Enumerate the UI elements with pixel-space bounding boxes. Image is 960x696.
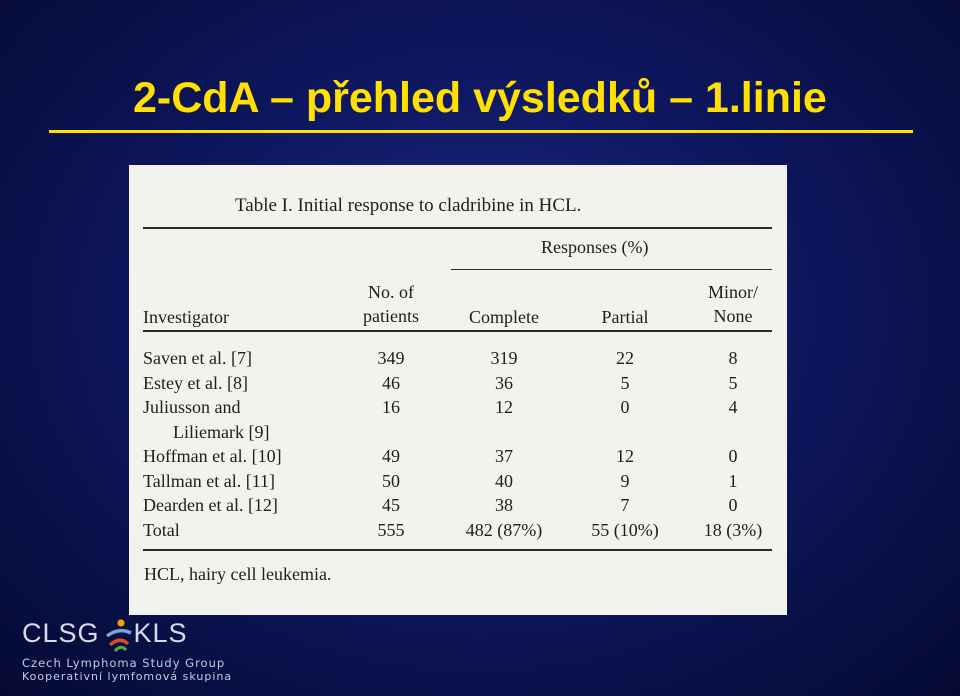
table-cell-partial: 9: [620, 470, 630, 491]
table-cell-complete: 319: [490, 348, 518, 368]
table-cell-investigator: Saven et al. [7]: [143, 348, 252, 368]
table-cell-complete: 38: [495, 495, 513, 515]
table-cell-minor: 0: [728, 495, 738, 515]
table-cell-partial: 0: [620, 397, 630, 417]
table-cell-minor: 8: [728, 348, 738, 368]
title-underline: [49, 130, 913, 133]
table-cell-complete: 37: [495, 446, 513, 466]
table-cell-patients: 349: [377, 348, 405, 368]
table-cell-patients: 45: [382, 495, 400, 515]
responses-rule: [451, 269, 772, 270]
table-cell-patients: 49: [382, 446, 400, 466]
table-cell-minor: 5: [728, 372, 738, 393]
table-cell-minor: 18 (3%): [703, 519, 763, 540]
table-cell-complete: 482 (87%): [465, 519, 543, 540]
table-footnote: HCL, hairy cell leukemia.: [144, 564, 332, 584]
table-cell-patients: 16: [382, 397, 400, 417]
table-cell-minor: 4: [728, 397, 738, 417]
clsg-kls-logo: [22, 618, 233, 688]
table-cell-investigator: Hoffman et al. [10]: [143, 446, 282, 466]
col-header-partial: Partial: [601, 307, 649, 327]
table-bottom-rule: [143, 549, 772, 551]
table-cell-patients: 50: [382, 470, 400, 491]
table-cell-investigator: Juliusson and: [143, 397, 241, 417]
table-cell-partial: 12: [616, 446, 634, 466]
table-cell-investigator: Dearden et al. [12]: [143, 495, 278, 515]
col-header-investigator: Investigator: [143, 307, 229, 327]
table-header-rule: [143, 330, 772, 332]
slide-title: 2-CdA – přehled výsledků – 1.linie: [133, 74, 827, 122]
table-cell-patients: 555: [377, 519, 405, 540]
col-header-complete: Complete: [469, 307, 539, 327]
responses-group-header: Responses (%): [541, 237, 649, 257]
table-cell-partial: 55 (10%): [591, 519, 659, 540]
col-header-patients: No. of patients: [363, 282, 419, 326]
logo-subtitle-en: Czech Lymphoma Study Group: [22, 656, 226, 670]
table-cell-patients: 46: [382, 372, 400, 393]
table-cell-investigator: Tallman et al. [11]: [143, 470, 276, 491]
table-cell-minor: 1: [728, 470, 738, 491]
figure-logo-icon: [104, 618, 134, 652]
table-cell-partial: 5: [620, 372, 630, 393]
table-top-rule: [143, 227, 772, 229]
logo-wordmark: CLSG KLS: [22, 618, 188, 648]
table-cell-investigator: Total: [143, 519, 180, 540]
col-header-minor-none: Minor/ None: [707, 282, 758, 326]
table-cell-minor: 0: [728, 446, 738, 466]
table-cell-complete: 12: [495, 397, 513, 417]
table-cell-investigator: Liliemark [9]: [173, 421, 270, 442]
table-caption: Table I. Initial response to cladribine in HCL.: [235, 195, 582, 216]
logo-subtitle-cz: Kooperativní lymfomová skupina: [22, 670, 233, 683]
table-cell-complete: 36: [495, 372, 513, 393]
table-cell-complete: 40: [495, 470, 513, 491]
table-cell-investigator: Estey et al. [8]: [143, 372, 248, 393]
table-cell-partial: 7: [620, 495, 630, 515]
table-cell-partial: 22: [616, 348, 634, 368]
scanned-table: [129, 165, 787, 615]
